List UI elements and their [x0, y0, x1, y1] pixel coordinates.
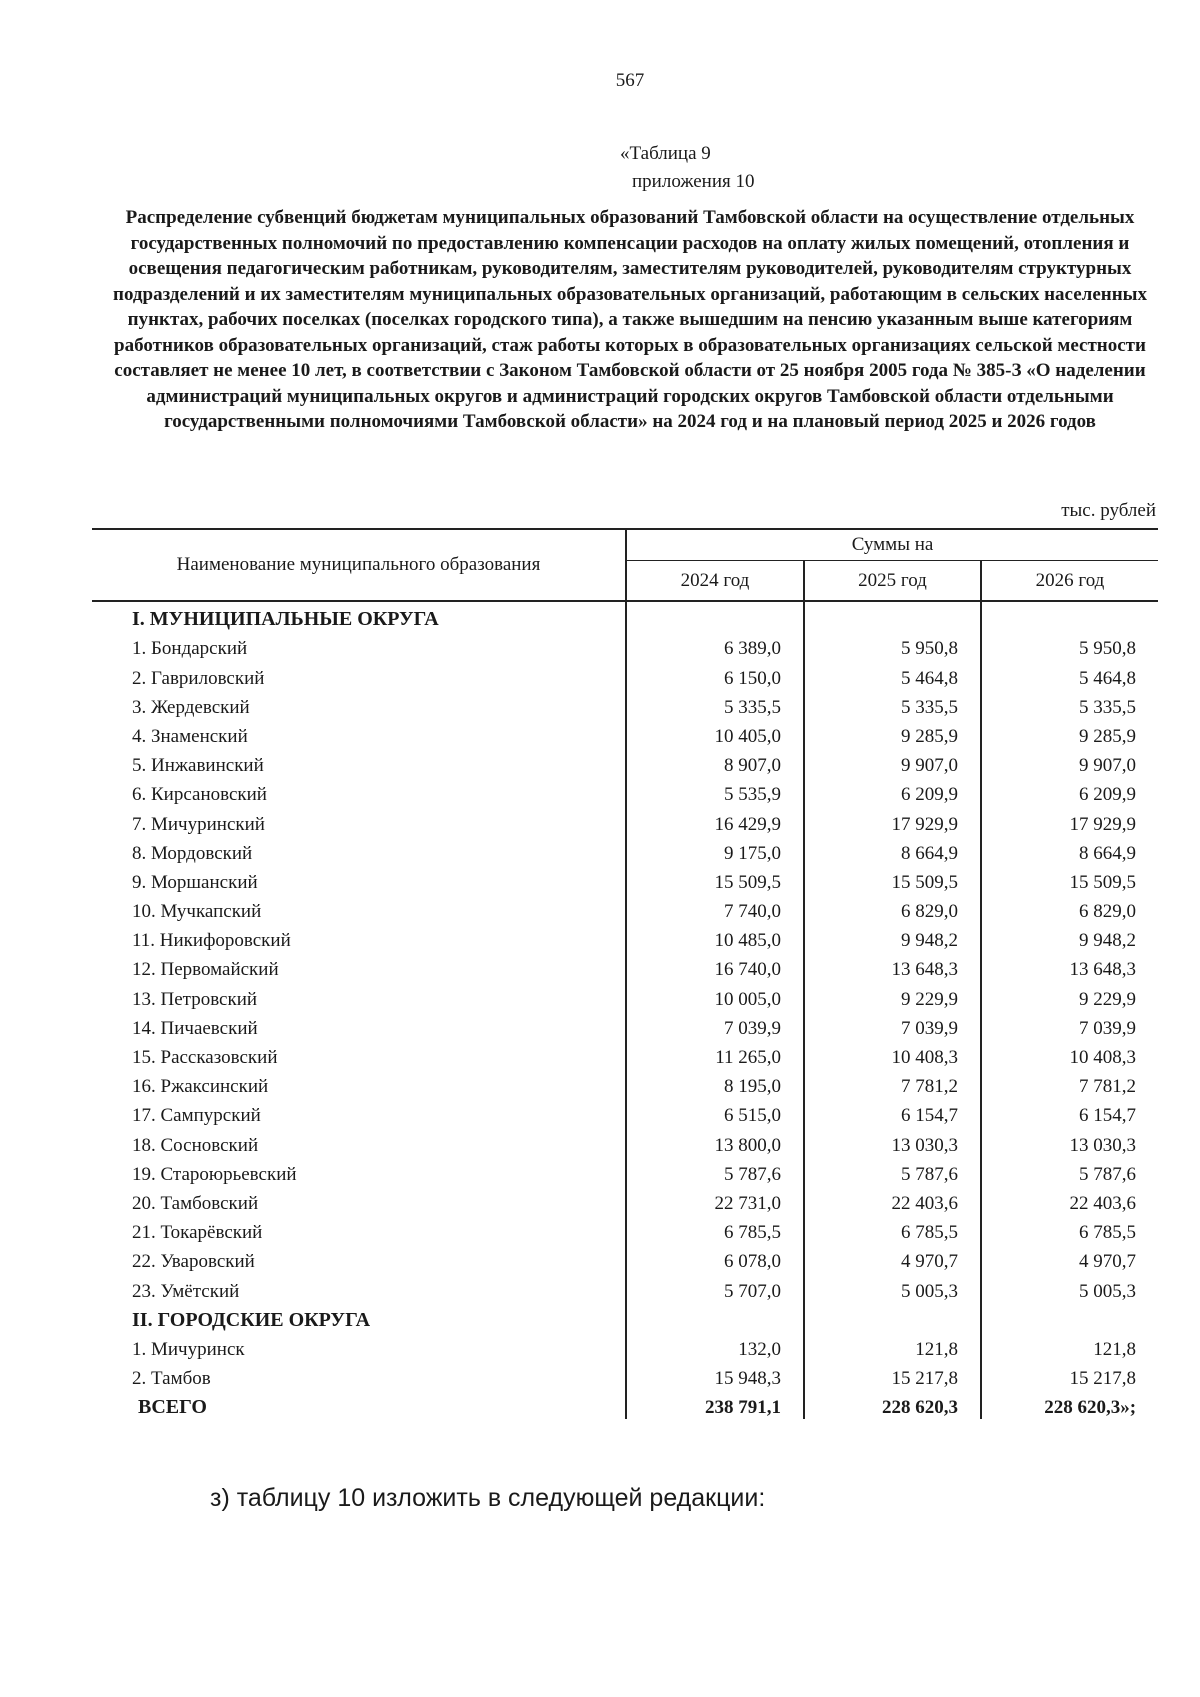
row-name: 6. Кирсановский	[132, 784, 267, 806]
document-title: Распределение субвенций бюджетам муниципальных образований Тамбовской области на осуществление отдельных государственных полномочий по предоставлению компенсации расходов на оплату жилых помещений, отопления и освещения педагогическим работникам, руководителям, заместителям руководителей, руководителям структурных подразделений и их заместителям муниципальных образовательных организаций, работающим в сельских населенных пунктах, рабочих поселках (поселках городского типа), а также вышедшим на пенсию указанным выше категориям работников образовательных организаций, стаж работы которых в образовательных организациях сельской местности составляет не менее 10 лет, в соответствии с Законом Тамбовской области от 25 ноября 2005 года № 385-З «О наделении администраций муниципальных округов и администраций городских округов Тамбовской области отдельными государственными полномочиями Тамбовской области» на 2024 год и на плановый период 2025 и 2026 годов	[113, 207, 1147, 432]
row-name: 23. Умётский	[132, 1280, 240, 1302]
value-text: 17 929,9	[1069, 813, 1137, 835]
header-year-2025: 2025 год	[804, 561, 981, 601]
value-2026	[981, 1157, 1158, 1186]
value-text: 5 787,6	[724, 1163, 781, 1185]
value-text: 17 929,9	[891, 813, 958, 835]
table-row	[92, 1069, 1158, 1098]
value-text: 121,8	[915, 1338, 958, 1360]
value-text: 5 005,3	[901, 1280, 958, 1302]
units-label: тыс. рублей	[1061, 500, 1156, 521]
section-heading: I. МУНИЦИПАЛЬНЫЕ ОКРУГА	[132, 608, 439, 631]
value-text: 5 464,8	[901, 667, 958, 689]
table-row	[92, 777, 1158, 806]
value-text: 238 791,1	[705, 1397, 781, 1419]
value-text: 5 535,9	[724, 784, 781, 806]
value-2026	[981, 719, 1158, 748]
value-2024	[626, 1098, 804, 1127]
row-name: 5. Инжавинский	[132, 755, 264, 777]
value-2026	[981, 981, 1158, 1010]
value-text: 6 785,5	[1079, 1222, 1137, 1244]
table-row	[92, 894, 1158, 923]
value-2024	[626, 1332, 804, 1361]
row-name: 21. Токарёвский	[132, 1222, 263, 1244]
value-text: 10 005,0	[714, 988, 781, 1010]
value-2026	[981, 601, 1158, 631]
row-name: 11. Никифоровский	[132, 930, 291, 952]
value-text: 6 150,0	[724, 667, 781, 689]
table-row	[92, 836, 1158, 865]
value-2026	[981, 1011, 1158, 1040]
value-text: 7 740,0	[724, 901, 781, 923]
value-text: 6 785,5	[724, 1222, 781, 1244]
table-row	[92, 1361, 1158, 1390]
value-2025	[804, 981, 981, 1010]
value-text: 6 154,7	[1079, 1105, 1137, 1127]
row-name: 17. Сампурский	[132, 1105, 261, 1127]
row-name: 2. Тамбов	[132, 1368, 211, 1390]
row-name: ВСЕГО	[138, 1396, 207, 1419]
value-text: 8 907,0	[724, 755, 781, 777]
value-2026	[981, 1215, 1158, 1244]
header-year-2026: 2026 год	[981, 561, 1158, 601]
value-text: 5 335,5	[724, 696, 781, 718]
value-2024	[626, 719, 804, 748]
table-row	[92, 690, 1158, 719]
value-text: 9 285,9	[1079, 725, 1137, 747]
value-2024	[626, 1273, 804, 1302]
subsidy-table	[92, 528, 1158, 1419]
table-row	[92, 719, 1158, 748]
table-row	[92, 806, 1158, 835]
value-text: 5 335,5	[1079, 696, 1137, 718]
table-row	[92, 1127, 1158, 1156]
value-text: 7 781,2	[901, 1076, 958, 1098]
value-text: 5 787,6	[1079, 1163, 1137, 1185]
table-row	[92, 923, 1158, 952]
value-text: 13 800,0	[714, 1134, 781, 1156]
value-2025	[804, 748, 981, 777]
row-name: 2. Гавриловский	[132, 667, 265, 689]
value-text: 5 950,8	[901, 638, 958, 660]
header-sums: Суммы на	[626, 529, 1158, 561]
value-2024	[626, 836, 804, 865]
value-2026	[981, 1069, 1158, 1098]
value-text: 13 030,3	[891, 1134, 958, 1156]
value-text: 6 078,0	[724, 1251, 781, 1273]
value-2025	[804, 1215, 981, 1244]
value-text: 13 648,3	[1069, 959, 1137, 981]
value-2025	[804, 1244, 981, 1273]
value-2026	[981, 894, 1158, 923]
row-name: 10. Мучкапский	[132, 901, 262, 923]
table-row	[92, 748, 1158, 777]
row-name: 9. Моршанский	[132, 871, 258, 893]
value-2024	[626, 1303, 804, 1332]
header-name: Наименование муниципального образования	[92, 529, 626, 601]
row-name: 4. Знаменский	[132, 725, 248, 747]
table-body	[92, 601, 1158, 1419]
value-text: 9 948,2	[1079, 930, 1137, 952]
value-2024	[626, 1186, 804, 1215]
value-text: 5 005,3	[1079, 1280, 1137, 1302]
value-text: 13 030,3	[1069, 1134, 1137, 1156]
row-name: 15. Рассказовский	[132, 1047, 278, 1068]
table-row	[92, 1332, 1158, 1361]
value-2024	[626, 660, 804, 689]
value-text: 5 335,5	[901, 696, 958, 718]
row-name: 19. Староюрьевский	[132, 1163, 297, 1185]
value-text: 10 408,3	[1069, 1047, 1137, 1068]
value-2026	[981, 1127, 1158, 1156]
value-2025	[804, 1157, 981, 1186]
value-2025	[804, 1069, 981, 1098]
table-row	[92, 865, 1158, 894]
value-text: 8 664,9	[1079, 842, 1137, 864]
section-heading: II. ГОРОДСКИЕ ОКРУГА	[132, 1308, 371, 1331]
value-text: 15 217,8	[891, 1368, 958, 1390]
row-name: 1. Мичуринск	[132, 1338, 245, 1360]
value-2026	[981, 952, 1158, 981]
value-2025	[804, 690, 981, 719]
value-2026	[981, 806, 1158, 835]
value-2026	[981, 865, 1158, 894]
value-text: 228 620,3	[1044, 1397, 1121, 1419]
value-2024	[626, 894, 804, 923]
table-row	[92, 660, 1158, 689]
value-text: 15 948,3	[714, 1368, 781, 1390]
value-2025	[804, 865, 981, 894]
value-text: 15 509,5	[891, 871, 958, 893]
value-2024	[626, 748, 804, 777]
value-text: 7 039,9	[901, 1017, 958, 1039]
table-row	[92, 1244, 1158, 1273]
value-text: 228 620,3	[882, 1397, 958, 1419]
value-2024	[626, 1244, 804, 1273]
value-text: 8 195,0	[724, 1076, 781, 1098]
row-name: 20. Тамбовский	[132, 1192, 259, 1214]
value-2024	[626, 1040, 804, 1069]
annex-reference	[620, 140, 754, 196]
table-row	[92, 1186, 1158, 1215]
value-text: 6 829,0	[1079, 901, 1137, 923]
value-2024	[626, 1011, 804, 1040]
section-row	[92, 1303, 1158, 1332]
value-text: 6 829,0	[901, 901, 958, 923]
value-text: 9 907,0	[901, 755, 958, 777]
row-name: 3. Жердевский	[132, 696, 250, 718]
value-2026	[981, 1098, 1158, 1127]
value-text: 10 408,3	[891, 1047, 958, 1068]
value-2025	[804, 923, 981, 952]
value-2024	[626, 690, 804, 719]
value-2025	[804, 836, 981, 865]
value-2025	[804, 1303, 981, 1332]
value-text: 4 970,7	[1079, 1251, 1137, 1273]
value-text: 22 403,6	[1069, 1192, 1137, 1214]
total-row	[92, 1390, 1158, 1419]
value-2024	[626, 806, 804, 835]
value-text: 10 485,0	[714, 930, 781, 952]
value-text: 22 731,0	[714, 1192, 781, 1214]
value-2024	[626, 1390, 804, 1419]
value-2024	[626, 865, 804, 894]
value-text: 6 389,0	[724, 638, 781, 660]
row-name: 14. Пичаевский	[132, 1017, 258, 1039]
value-text: 6 785,5	[901, 1222, 958, 1244]
value-text: 5 464,8	[1079, 667, 1137, 689]
value-2026	[981, 1186, 1158, 1215]
value-2025	[804, 806, 981, 835]
row-name: 8. Мордовский	[132, 842, 253, 864]
value-2025	[804, 952, 981, 981]
value-text: 16 740,0	[714, 959, 781, 981]
value-text: 11 265,0	[715, 1047, 781, 1068]
value-2025	[804, 660, 981, 689]
value-2026	[981, 1361, 1158, 1390]
value-text: 6 154,7	[901, 1105, 958, 1127]
value-2026	[981, 748, 1158, 777]
closing-instruction: з) таблицу 10 изложить в следующей редакции:	[210, 1484, 766, 1512]
value-2024	[626, 1157, 804, 1186]
value-2025	[804, 1390, 981, 1419]
value-text: 15 509,5	[714, 871, 781, 893]
value-2025	[804, 1332, 981, 1361]
value-2026	[981, 836, 1158, 865]
value-2026	[981, 1303, 1158, 1332]
value-2024	[626, 923, 804, 952]
value-text: 15 217,8	[1069, 1368, 1137, 1390]
value-2025	[804, 1098, 981, 1127]
value-text: 9 907,0	[1079, 755, 1137, 777]
page-number: 567	[615, 70, 645, 91]
value-text: 6 515,0	[724, 1105, 781, 1127]
value-2026	[981, 1244, 1158, 1273]
value-text: 9 948,2	[901, 930, 958, 952]
table-row	[92, 981, 1158, 1010]
value-2026	[981, 1390, 1158, 1419]
table-row	[92, 1098, 1158, 1127]
row-name: 22. Уваровский	[132, 1251, 255, 1273]
value-2024	[626, 601, 804, 631]
value-text: 9 229,9	[1079, 988, 1137, 1010]
value-2026	[981, 1332, 1158, 1361]
value-2025	[804, 777, 981, 806]
value-text: 121,8	[1093, 1338, 1137, 1360]
value-text: 8 664,9	[901, 842, 958, 864]
table-row	[92, 1157, 1158, 1186]
value-2025	[804, 631, 981, 660]
table-row	[92, 1215, 1158, 1244]
value-2026	[981, 631, 1158, 660]
table-row	[92, 1011, 1158, 1040]
value-2026	[981, 923, 1158, 952]
annex-line-appendix: приложения 10	[632, 171, 755, 192]
value-2026	[981, 660, 1158, 689]
row-name: 12. Первомайский	[132, 959, 279, 981]
value-2024	[626, 1127, 804, 1156]
section-row	[92, 601, 1158, 631]
header-year-2024: 2024 год	[626, 561, 804, 601]
row-name: 13. Петровский	[132, 988, 258, 1010]
value-2024	[626, 1215, 804, 1244]
table-row	[92, 1040, 1158, 1069]
row-name: 18. Сосновский	[132, 1134, 259, 1156]
value-text: 15 509,5	[1069, 871, 1137, 893]
table-row	[92, 1273, 1158, 1302]
value-2025	[804, 1011, 981, 1040]
row-name: 16. Ржаксинский	[132, 1076, 269, 1098]
value-2025	[804, 1127, 981, 1156]
value-text: 5 707,0	[724, 1280, 781, 1302]
table-row	[92, 631, 1158, 660]
value-2026	[981, 1040, 1158, 1069]
value-2024	[626, 981, 804, 1010]
value-text: 9 285,9	[901, 725, 958, 747]
value-text: 6 209,9	[901, 784, 958, 806]
value-2026	[981, 690, 1158, 719]
value-2025	[804, 1361, 981, 1390]
value-2026	[981, 777, 1158, 806]
value-2024	[626, 1069, 804, 1098]
row-name: 1. Бондарский	[132, 638, 248, 660]
annex-line-table: «Таблица 9	[620, 143, 711, 164]
value-text: 7 039,9	[1079, 1017, 1137, 1039]
row-name: 7. Мичуринский	[132, 813, 265, 835]
value-2025	[804, 894, 981, 923]
value-2024	[626, 952, 804, 981]
value-text: 5 787,6	[901, 1163, 958, 1185]
value-text: 5 950,8	[1079, 638, 1137, 660]
value-2025	[804, 601, 981, 631]
value-2025	[804, 719, 981, 748]
value-text: 13 648,3	[891, 959, 958, 981]
closing-quote-suffix: »;	[1120, 1397, 1137, 1419]
value-2025	[804, 1186, 981, 1215]
value-2025	[804, 1040, 981, 1069]
value-text: 6 209,9	[1079, 784, 1137, 806]
value-text: 22 403,6	[891, 1192, 958, 1214]
value-text: 9 175,0	[724, 842, 781, 864]
value-text: 4 970,7	[901, 1251, 958, 1273]
value-text: 9 229,9	[901, 988, 958, 1010]
value-2026	[981, 1273, 1158, 1302]
value-text: 16 429,9	[714, 813, 781, 835]
value-2024	[626, 777, 804, 806]
value-2024	[626, 1361, 804, 1390]
value-text: 7 781,2	[1079, 1076, 1137, 1098]
value-2025	[804, 1273, 981, 1302]
table-row	[92, 952, 1158, 981]
value-text: 10 405,0	[714, 725, 781, 747]
value-text: 132,0	[738, 1338, 781, 1360]
value-2024	[626, 631, 804, 660]
value-text: 7 039,9	[724, 1017, 781, 1039]
